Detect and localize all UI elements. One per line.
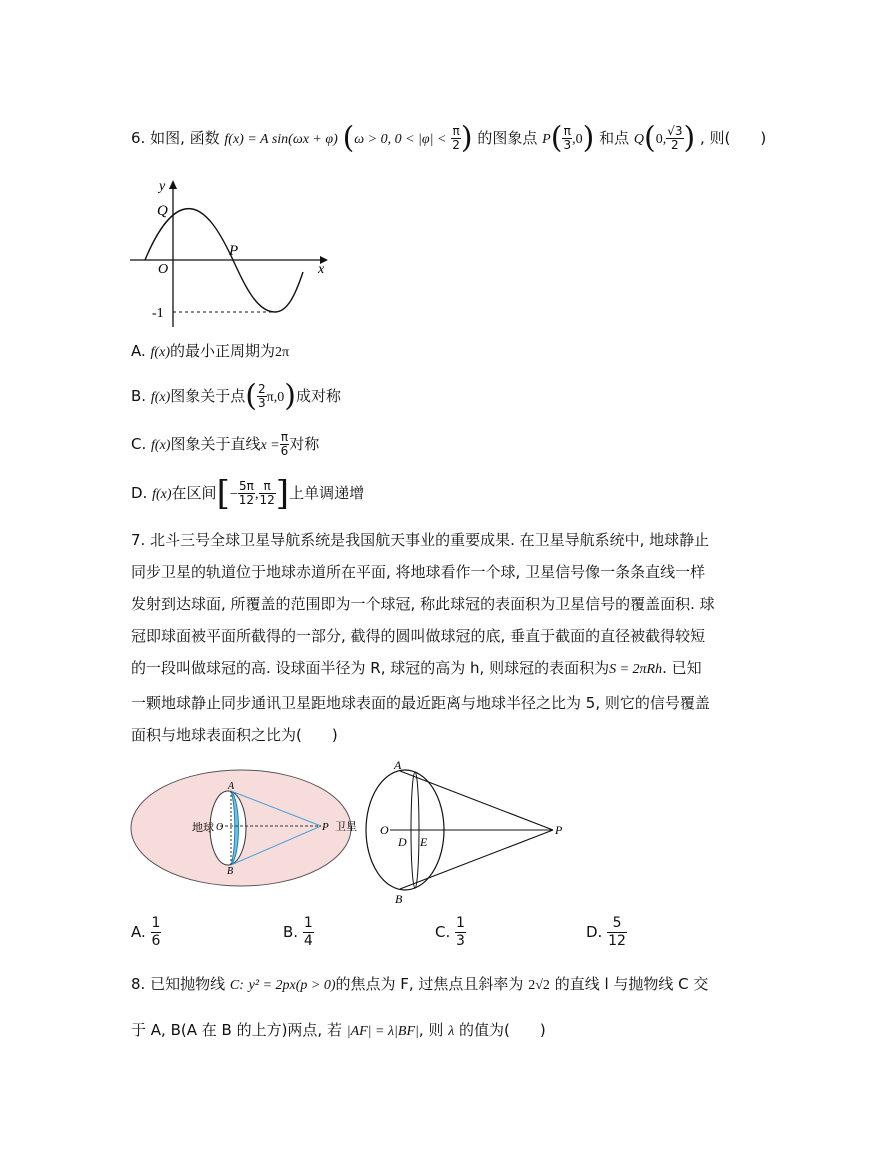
q6-function: f(x) = A sin(ωx + φ) [224, 132, 338, 147]
q8-condition: |AF| = λ|BF| [346, 1024, 419, 1039]
fig1-b-label: B [227, 866, 234, 877]
q8-parabola-eq: y² = 2px(p > 0) [248, 978, 336, 993]
fig2-d-label: D [398, 835, 407, 849]
q8-slope: 2√2 [528, 978, 550, 993]
q7-option-b[interactable]: B. $\frac{1}{4}$ [283, 915, 313, 949]
q6-condition: ω > 0, 0 < |φ| < [354, 132, 447, 147]
q6-stem: 6. 如图, 函数 f(x) = A sin(ωx + φ) (ω > 0, 0 < |φ| < $\frac{\pi}{2}$ ) 的图象点 P( $\frac{\pi}{3}$ ,0) 和点 Q(0, $\frac{√3}{2}$ ) , 则( ) [131, 120, 767, 156]
q7-line-5: 的一段叫做球冠的高. 设球面半径为 R, 球冠的高为 h, 则球冠的表面积为 [131, 659, 610, 677]
graph-x-label: x [318, 262, 325, 277]
q6-then: , 则( ) [700, 129, 767, 147]
fig1-o-label: O [216, 822, 224, 833]
q7-line-6: 一颗地球静止同步通讯卫星距地球表面的最近距离与地球半径之比为 5, 则它的信号覆盖 [131, 694, 710, 712]
q6-sine-graph [125, 172, 345, 332]
q8-line-2: 于 A, B(A 在 B 的上方)两点, 若 |AF| = λ|BF|, 则 λ 的值为( ) [131, 1021, 546, 1039]
q6-point-q-label: Q [633, 132, 645, 147]
q6-option-d[interactable]: D. f(x)在区间[− $\frac{5\pi}{12}$ , $\frac{\pi}{12}$ ]上单调递增 [131, 473, 365, 514]
q7-option-a[interactable]: A. $\frac{1}{6}$ [131, 915, 161, 949]
q7-figure-sphere-cone [360, 758, 575, 908]
q8-curve-label: C: [229, 978, 244, 993]
q7-line-4: 冠即球面被平面所截得的一部分, 截得的圆叫做球冠的底, 垂直于截面的直径被截得较短 [131, 627, 706, 645]
q6-point-p-label: P [542, 132, 551, 147]
fig2-p-label: P [555, 823, 563, 837]
fig1-p-label: P [322, 821, 329, 833]
q6-q-frac: $\frac{√3}{2}$ [667, 124, 683, 152]
q8-lambda: λ [448, 1024, 455, 1039]
graph-o-label: O [158, 262, 169, 277]
q6-p-frac: $\frac{\pi}{3}$ [563, 124, 572, 152]
q7-formula: S = 2πRh [609, 662, 663, 677]
fig1-earth-label: 地球 [192, 822, 214, 834]
fig2-o-label: O [380, 823, 389, 837]
fig1-satellite-label: 卫星 [335, 821, 357, 833]
q6-option-b[interactable]: B. f(x)图象关于点( $\frac{2}{3}$ π,0)成对称 [131, 378, 341, 414]
q7-option-d[interactable]: D. $\frac{5}{12}$ [586, 915, 626, 949]
q7-option-c[interactable]: C. $\frac{1}{3}$ [435, 915, 465, 949]
fig2-e-label: E [420, 835, 428, 849]
cone-edge-a [400, 771, 553, 830]
graph-y-label: y [159, 179, 166, 194]
fig2-b-label: B [395, 892, 403, 906]
q6-cond-frac: $\frac{\pi}{2}$ [452, 124, 460, 152]
q7-figure-earth-satellite [128, 768, 360, 898]
y-axis-arrow [169, 180, 177, 189]
q7-line-7: 面积与地球表面积之比为( ) [131, 726, 338, 744]
q7-line-1: 7. 北斗三号全球卫星导航系统是我国航天事业的重要成果. 在卫星导航系统中, 地球静止 [131, 531, 710, 549]
fig1-a-label: A [228, 781, 235, 792]
graph-minus1-label: -1 [152, 306, 164, 321]
q7-line-3: 发射到达球面, 所覆盖的范围即为一个球冠, 称此球冠的表面积为卫星信号的覆盖面积. 球 [131, 595, 715, 613]
graph-q-label: Q [157, 203, 168, 219]
q6-and-point: 和点 [599, 129, 630, 147]
q6-option-a[interactable]: A. f(x)的最小正周期为2π [131, 342, 290, 360]
q8-line-1: 8. 已知抛物线 C: y² = 2px(p > 0)的焦点为 F, 过焦点且斜率为 2√2 的直线 l 与抛物线 C 交 [131, 975, 709, 993]
q6-text-graph: 的图象点 [477, 129, 538, 147]
graph-p-label: P [229, 243, 239, 259]
q6-prefix: 6. 如图, 函数 [131, 129, 220, 147]
fig2-a-label: A [394, 758, 402, 772]
q6-option-c[interactable]: C. f(x)图象关于直线x = $\frac{\pi}{6}$ 对称 [131, 430, 320, 458]
q7-line-5-wrap: 的一段叫做球冠的高. 设球面半径为 R, 球冠的高为 h, 则球冠的表面积为S = 2πRh. 已知 [131, 659, 702, 677]
q7-line-2: 同步卫星的轨道位于地球赤道所在平面, 将地球看作一个球, 卫星信号像一条条直线一样 [131, 563, 706, 581]
